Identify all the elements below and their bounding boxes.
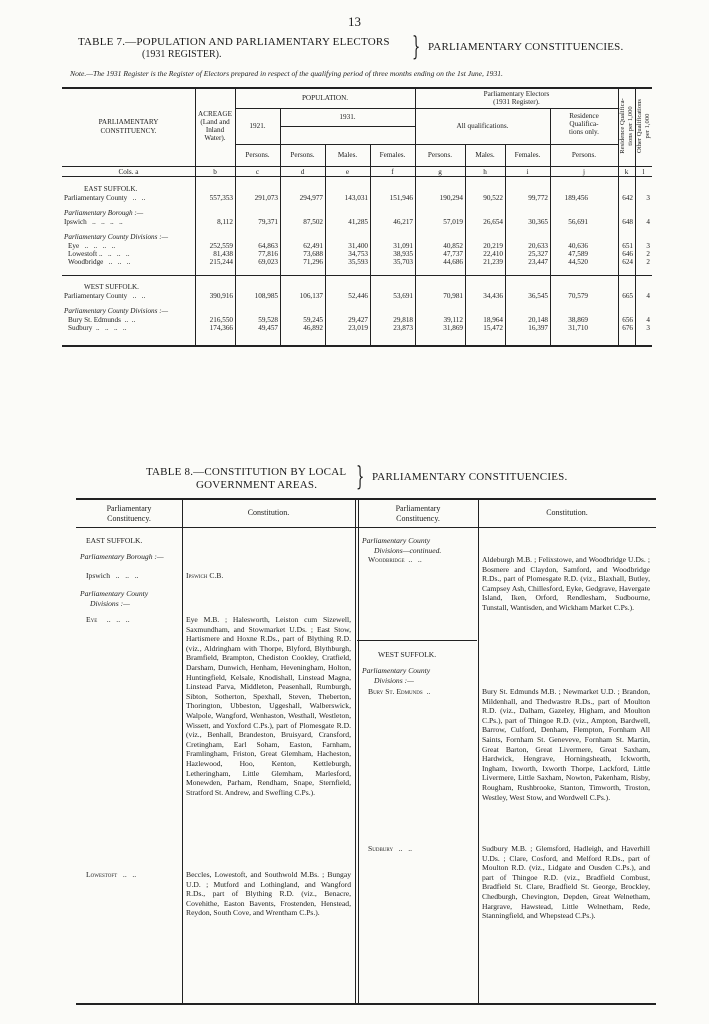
t7-h-1931: 1931. bbox=[339, 113, 356, 121]
t7-row-bury-cell: 29,427 bbox=[348, 316, 368, 324]
t7-h-males-h: Males. bbox=[475, 151, 495, 159]
t7-h-1921: 1921. bbox=[249, 122, 266, 130]
brace-glyph-2: } bbox=[356, 462, 365, 492]
t7-row-ipswich-cell: 57,019 bbox=[443, 218, 463, 226]
t7-row-west-county-cell: 70,579 bbox=[568, 292, 588, 300]
t7-row-east-county-cell: 190,294 bbox=[439, 194, 463, 202]
t7-row-woodbridge-cell: 215,244 bbox=[209, 258, 233, 266]
t7-h-electors: Parliamentary Electors (1931 Register). bbox=[483, 90, 550, 106]
t8-bury-name: Bury St. Edmunds .. bbox=[368, 687, 431, 696]
table8-title-right: PARLIAMENTARY CONSTITUENCIES. bbox=[372, 471, 568, 483]
t7-row-west-county-cell: 52,446 bbox=[348, 292, 368, 300]
t7-row-woodbridge-cell: 624 bbox=[622, 258, 633, 266]
t7-row-lowestoft-cell: 73,688 bbox=[303, 250, 323, 258]
t7-row-sudbury-cell: 3 bbox=[646, 324, 650, 332]
t7-h-males-e: Males. bbox=[337, 151, 358, 159]
t7-row-lowestoft-cell: 81,438 bbox=[213, 250, 233, 258]
t7-h-acreage: ACREAGE (Land and Inland Water). bbox=[198, 110, 232, 142]
t7-lowestoft: Lowestoft .. .. .. .. bbox=[68, 250, 130, 258]
t7-row-west-county-cell: 390,916 bbox=[209, 292, 233, 300]
t7-row-east-county-cell: 3 bbox=[646, 194, 650, 202]
t7-h-constituency: PARLIAMENTARY CONSTITUENCY. bbox=[98, 118, 159, 135]
t8-woodbridge-name: Woodbridge .. .. bbox=[368, 555, 422, 564]
t7-row-bury-cell: 18,964 bbox=[483, 316, 503, 324]
t7-ipswich: Ipswich .. .. .. .. bbox=[64, 218, 123, 226]
table8-title: TABLE 8.—CONSTITUTION BY LOCAL bbox=[146, 466, 347, 478]
t7-row-bury-cell: 20,148 bbox=[528, 316, 548, 324]
t7-row-eye-cell: 64,863 bbox=[258, 242, 278, 250]
t7-row-lowestoft-cell: 22,410 bbox=[483, 250, 503, 258]
t7-h-population: POPULATION. bbox=[301, 94, 349, 102]
t8-div-label: Parliamentary County Divisions :— bbox=[80, 589, 149, 608]
t7-h-k: Residence Qualifica- tions per 1,000 bbox=[619, 98, 634, 154]
t7-col-letter: h bbox=[483, 168, 487, 176]
t7-row-ipswich-cell: 56,691 bbox=[568, 218, 588, 226]
t7-row-woodbridge-cell: 23,447 bbox=[528, 258, 548, 266]
t7-col-letter: e bbox=[345, 168, 350, 176]
t7-row-lowestoft-cell: 25,327 bbox=[528, 250, 548, 258]
t7-row-eye-cell: 40,636 bbox=[568, 242, 588, 250]
page-number: 13 bbox=[348, 14, 361, 29]
t7-row-west-county-cell: 53,691 bbox=[393, 292, 413, 300]
t7-eye: Eye .. .. .. .. bbox=[68, 242, 116, 250]
t7-row-east-county-cell: 642 bbox=[622, 194, 633, 202]
t7-h-residence: Residence Qualifica- tions only. bbox=[569, 112, 599, 136]
t7-sudbury: Sudbury .. .. .. .. bbox=[68, 324, 127, 332]
t7-row-ipswich-cell: 648 bbox=[622, 218, 633, 226]
t7-row-west-county-cell: 70,981 bbox=[443, 292, 463, 300]
t8-h-constituency-right: Parliamentary Constituency. bbox=[395, 504, 441, 523]
t7-row-east-county-cell: 557,353 bbox=[209, 194, 233, 202]
t7-row-east-county-cell: 294,977 bbox=[299, 194, 323, 202]
t7-col-letter: j bbox=[583, 168, 585, 176]
t7-row-bury-cell: 59,245 bbox=[303, 316, 323, 324]
t7-row-bury-cell: 216,550 bbox=[209, 316, 233, 324]
t7-row-eye-cell: 31,091 bbox=[393, 242, 413, 250]
t7-row-bury-cell: 29,818 bbox=[393, 316, 413, 324]
t7-row-sudbury-cell: 31,710 bbox=[568, 324, 588, 332]
t7-row-lowestoft-cell: 47,737 bbox=[443, 250, 463, 258]
t7-bury: Bury St. Edmunds .. .. bbox=[68, 316, 136, 324]
t7-row-woodbridge-cell: 21,239 bbox=[483, 258, 503, 266]
t7-h-persons-j: Persons. bbox=[571, 151, 597, 159]
t7-west-county: Parliamentary County .. .. bbox=[64, 292, 146, 300]
t7-row-eye-cell: 62,491 bbox=[303, 242, 323, 250]
t7-row-lowestoft-cell: 47,589 bbox=[568, 250, 588, 258]
t7-row-woodbridge-cell: 71,296 bbox=[303, 258, 323, 266]
t7-row-lowestoft-cell: 2 bbox=[646, 250, 650, 258]
t7-row-eye-cell: 20,633 bbox=[528, 242, 548, 250]
t7-row-sudbury-cell: 23,873 bbox=[393, 324, 413, 332]
t7-row-woodbridge-cell: 35,703 bbox=[393, 258, 413, 266]
t7-row-ipswich-cell: 4 bbox=[646, 218, 650, 226]
t7-row-sudbury-cell: 31,869 bbox=[443, 324, 463, 332]
t7-row-lowestoft-cell: 646 bbox=[622, 250, 633, 258]
t8-east-heading: EAST SUFFOLK. bbox=[86, 536, 143, 545]
t7-col-letter: c bbox=[255, 168, 260, 176]
t7-col-letter: i bbox=[526, 168, 529, 176]
t7-west-div-label: Parliamentary County Divisions :— bbox=[64, 307, 169, 315]
t7-row-east-county-cell: 143,031 bbox=[344, 194, 368, 202]
t7-col-letter: b bbox=[213, 168, 217, 176]
t8-sudbury-name: Sudbury .. .. bbox=[368, 844, 413, 853]
t7-row-eye-cell: 20,219 bbox=[483, 242, 503, 250]
t8-div-cont: Parliamentary County Divisions—continued. bbox=[362, 536, 442, 555]
t7-h-persons-d: Persons. bbox=[290, 151, 315, 159]
brace-glyph: } bbox=[412, 32, 421, 62]
t7-h-females-i: Females. bbox=[514, 151, 541, 159]
t7-west-heading: WEST SUFFOLK. bbox=[84, 283, 139, 291]
t7-row-west-county-cell: 36,545 bbox=[528, 292, 548, 300]
t7-row-sudbury-cell: 49,457 bbox=[258, 324, 278, 332]
t7-row-west-county-cell: 34,436 bbox=[483, 292, 503, 300]
t8-lowestoft-name: Lowestoft .. .. bbox=[86, 870, 137, 879]
t7-row-ipswich-cell: 8,112 bbox=[217, 218, 233, 226]
t7-row-lowestoft-cell: 38,935 bbox=[393, 250, 413, 258]
t7-h-all-qual: All qualifications. bbox=[456, 122, 509, 130]
table8-title-sub: GOVERNMENT AREAS. bbox=[196, 479, 318, 491]
t8-west-div-label: Parliamentary County Divisions :— bbox=[362, 666, 431, 685]
t8-ipswich-name: Ipswich .. .. .. bbox=[86, 571, 139, 580]
note-label: Note. bbox=[70, 69, 87, 78]
t7-row-west-county-cell: 108,985 bbox=[254, 292, 278, 300]
t7-row-ipswich-cell: 41,285 bbox=[348, 218, 368, 226]
table7-title: TABLE 7.—POPULATION AND PARLIAMENTARY ELECTORS bbox=[78, 36, 390, 48]
t8-sudbury-const: Sudbury M.B. ; Glemsford, Hadleigh, and Haverhill U.Ds. ; Clare, Cosford, and Melford R.Ds., part of Moulton R.D. (viz., Lidgate and Ousden C.Ps.), and part of Thingoe R.D. (viz., Bradfield Combust, Bradfield St. Clare, Bradfield St. George, Brockley, Chedburgh, Chevington, Depden, Great Welnetham, Hargrave, Hawstead, Little Welnetham, Rede, Stanningfield, and Whepstead C.Ps.). bbox=[482, 844, 650, 921]
t7-row-ipswich-cell: 26,654 bbox=[483, 218, 503, 226]
t8-ipswich-const: Ipswich C.B. bbox=[186, 571, 224, 580]
t7-row-bury-cell: 39,112 bbox=[443, 316, 463, 324]
t8-h-constituency-left: Parliamentary Constituency. bbox=[106, 504, 152, 523]
t7-row-bury-cell: 59,528 bbox=[258, 316, 278, 324]
t7-h-females-f: Females. bbox=[379, 151, 406, 159]
t7-row-woodbridge-cell: 44,520 bbox=[568, 258, 588, 266]
t8-bury-const: Bury St. Edmunds M.B. ; Newmarket U.D. ; Brandon, Mildenhall, and Thedwastre R.Ds., part of Moulton R.D. (viz., Dalham, Gazeley, Higham, and Moulton C.Ps.), part of Thingoe R.D. (viz., Ampton, Bardwell, Barrow, Culford, Denham, Flempton, Fornham All Saints, Fornham St. Geneveve, Fornham St. Martin, Great Barton, Great Livermere, Great Saxham, Hardwick, Hengrave, Horningsheath, Ickworth, Ingham, Ixworth, Ixworth Thorpe, Lackford, Little Livermere, Little Saxham, Nowton, Pakenham, Risby, Rougham, Rushbrooke, Stanton, Timworth, Troston, Westley, West Stow, and Wordwell C.Ps.). bbox=[482, 687, 650, 802]
table7-note bbox=[70, 69, 503, 78]
t7-row-bury-cell: 38,869 bbox=[568, 316, 588, 324]
t8-woodbridge-const: Aldeburgh M.B. ; Felixstowe, and Woodbridge U.Ds. ; Bosmere and Claydon, Samford, and Woodbridge R.Ds., part of Plomesgate R.D. (viz., Blaxhall, Butley, Campsey Ash, Chillesford, Eyke, Gedgrave, Havergate Island, Iken, Orford, Rendlesham, Sudbourne, Tunstall, Wantisden, and Wickham Market C.Ps.). bbox=[482, 555, 650, 612]
t7-row-bury-cell: 656 bbox=[622, 316, 633, 324]
t7-h-persons-c: Persons. bbox=[245, 151, 270, 159]
t7-row-west-county-cell: 106,137 bbox=[299, 292, 323, 300]
t7-row-west-county-cell: 4 bbox=[646, 292, 650, 300]
t7-col-letter: f bbox=[391, 168, 394, 176]
t7-row-ipswich-cell: 46,217 bbox=[393, 218, 413, 226]
t7-row-bury-cell: 4 bbox=[646, 316, 650, 324]
t8-eye-name: Eye .. .. .. bbox=[86, 615, 130, 624]
t7-row-eye-cell: 31,400 bbox=[348, 242, 368, 250]
t7-row-eye-cell: 252,559 bbox=[209, 242, 233, 250]
t7-row-woodbridge-cell: 44,686 bbox=[443, 258, 463, 266]
t8-h-constitution-left: Constitution. bbox=[247, 508, 290, 517]
t7-row-eye-cell: 3 bbox=[646, 242, 650, 250]
t7-row-sudbury-cell: 174,366 bbox=[209, 324, 233, 332]
t8-h-constitution-right: Constitution. bbox=[546, 508, 588, 517]
t7-col-letter: d bbox=[300, 168, 305, 176]
t7-east-county: Parliamentary County .. .. bbox=[64, 194, 146, 202]
t7-row-eye-cell: 40,852 bbox=[443, 242, 463, 250]
table7-title-sub: (1931 REGISTER). bbox=[142, 49, 222, 60]
t7-row-ipswich-cell: 79,371 bbox=[258, 218, 278, 226]
t7-east-div-label: Parliamentary County Divisions :— bbox=[64, 233, 169, 241]
t7-row-eye-cell: 651 bbox=[622, 242, 633, 250]
t7-row-lowestoft-cell: 34,753 bbox=[348, 250, 368, 258]
t7-col-letter: g bbox=[438, 168, 442, 176]
t7-row-ipswich-cell: 87,502 bbox=[303, 218, 323, 226]
t7-row-sudbury-cell: 16,397 bbox=[528, 324, 548, 332]
t7-col-letter: k bbox=[624, 168, 629, 176]
t8-borough-label: Parliamentary Borough :— bbox=[80, 552, 164, 561]
t7-row-ipswich-cell: 30,365 bbox=[528, 218, 548, 226]
t7-h-persons-g: Persons. bbox=[427, 151, 453, 159]
t7-east-borough-label: Parliamentary Borough :— bbox=[64, 209, 144, 217]
t7-h-l: Other Qualifications per 1,000 bbox=[636, 99, 651, 154]
t7-row-woodbridge-cell: 35,593 bbox=[348, 258, 368, 266]
t7-row-lowestoft-cell: 77,816 bbox=[258, 250, 278, 258]
t7-row-woodbridge-cell: 2 bbox=[646, 258, 650, 266]
t7-row-east-county-cell: 90,522 bbox=[483, 194, 503, 202]
t7-row-sudbury-cell: 46,892 bbox=[303, 324, 323, 332]
t7-col-letter: l bbox=[642, 168, 645, 176]
t7-row-sudbury-cell: 15,472 bbox=[483, 324, 503, 332]
t7-east-heading: EAST SUFFOLK. bbox=[84, 185, 138, 193]
t7-row-woodbridge-cell: 69,023 bbox=[258, 258, 278, 266]
t7-row-east-county-cell: 99,772 bbox=[528, 194, 548, 202]
t8-eye-const: Eye M.B. ; Halesworth, Leiston cum Sizewell, Saxmundham, and Stowmarket U.Ds. ; East Stow, Hartismere and Hoxne R.Ds., part of Blything R.D. (viz., Aldringham with Thorpe, Blyford, Blythburgh, Bramfield, Brampton, Chediston Cookley, Cratfield, Darsham, Dunwich, Henham, Heveningham, Holton, Huntingfield, Kelsale, Knodishall, Linstead Magna, Linstead Parva, Middleton, Peasenhall, Rumburgh, Sibton, Sotherton, Spexhall, Steven, Theberton, Thorington, Ubbeston, Uggeshall, Walberswick, Walpole, Wangford, Wenhaston, Westhall, Westleton, Wissett, and Yoxford C.Ps.), part of Plomesgate R.D. (viz., Benhall, Brandeston, Bruisyard, Cransford, Cretingham, Earl Soham, Easton, Farnham, Framlingham, Friston, Great Glemham, Hacheston, Hazlewood, Hoo, Kenton, Kettleburgh, Letheringham, Little Glemham, Marlesford, Monewden, Parham, Rendham, Snape, Sternfield, Stratford St. Andrew, and Swefling C.Ps.). bbox=[186, 615, 351, 797]
t7-row-west-county-cell: 665 bbox=[622, 292, 633, 300]
t7-row-sudbury-cell: 676 bbox=[622, 324, 633, 332]
table7-title-right: PARLIAMENTARY CONSTITUENCIES. bbox=[428, 41, 624, 53]
note-text: —The 1931 Register is the Register of Electors prepared in respect of the qualifying period of three months ending on the 1st June, 1931. bbox=[86, 69, 503, 78]
t7-row-sudbury-cell: 23,019 bbox=[348, 324, 368, 332]
t7-col-a: Cols. a bbox=[118, 168, 139, 176]
t7-woodbridge: Woodbridge .. .. .. bbox=[68, 258, 131, 266]
t8-west-heading: WEST SUFFOLK. bbox=[378, 650, 437, 659]
t8-lowestoft-const: Beccles, Lowestoft, and Southwold M.Bs. ; Bungay U.D. ; Mutford and Lothingland, and Wangford R.Ds., part of Blything R.D. (viz., Benacre, Covehithe, Easton Bavents, Frostenden, Henstead, Reydon, South Cove, and Wrentham C.Ps.). bbox=[186, 870, 351, 918]
t7-row-east-county-cell: 151,946 bbox=[389, 194, 413, 202]
t7-row-east-county-cell: 291,073 bbox=[254, 194, 278, 202]
t7-row-east-county-cell: 189,456 bbox=[564, 194, 588, 202]
